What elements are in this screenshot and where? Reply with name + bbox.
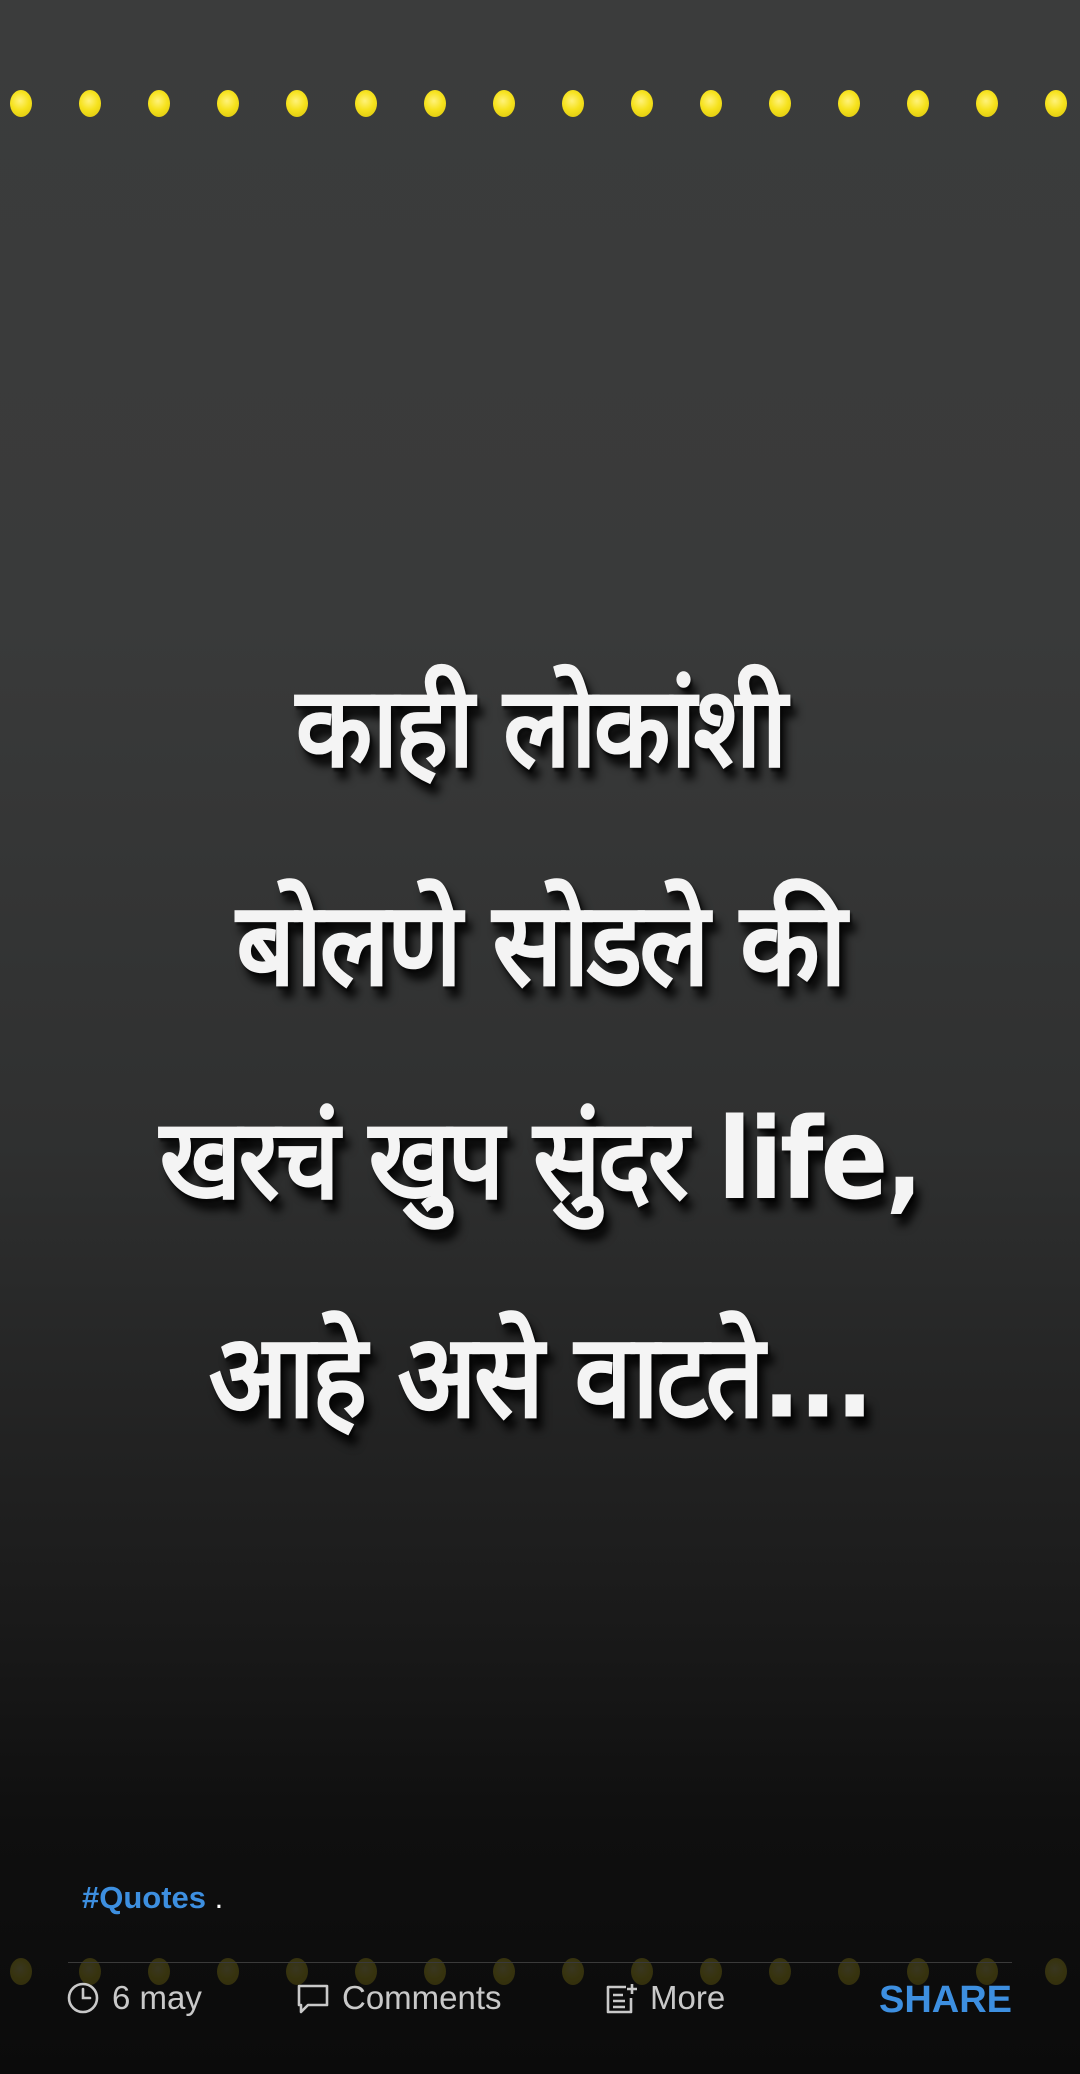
hashtag-link[interactable]: #Quotes	[82, 1880, 207, 1915]
clock-icon	[66, 1981, 100, 2015]
decorative-dot	[355, 90, 377, 117]
decorative-dot	[10, 90, 32, 117]
decorative-dot	[1045, 90, 1067, 117]
post-tags	[82, 1880, 223, 1924]
date-label: 6 may	[112, 1979, 202, 2016]
decorative-dot	[493, 90, 515, 117]
comments-button[interactable]	[296, 1968, 502, 2028]
quote-text	[0, 620, 1080, 1484]
decorative-dot	[286, 90, 308, 117]
decorative-dot-row	[0, 82, 1080, 122]
comment-icon	[296, 1981, 330, 2015]
date-action	[66, 1968, 202, 2028]
decorative-dot	[631, 90, 653, 117]
share-button[interactable]: SHARE	[878, 1979, 1012, 2021]
decorative-dot	[976, 90, 998, 117]
quote-line: आहे असे वाटते...	[208, 1307, 872, 1445]
quote-line: खरचं खुप सुंदर life,	[159, 1093, 921, 1225]
post-action-bar	[0, 1968, 1080, 2038]
decorative-dot	[838, 90, 860, 117]
decorative-dot	[148, 90, 170, 117]
decorative-dot	[79, 90, 101, 117]
decorative-dot	[769, 90, 791, 117]
more-label: More	[650, 1979, 726, 2016]
decorative-dot	[907, 90, 929, 117]
decorative-dot	[424, 90, 446, 117]
quote-line: काही लोकांशी	[295, 661, 785, 793]
tag-suffix: .	[214, 1880, 224, 1915]
decorative-dot	[700, 90, 722, 117]
action-bar-divider	[68, 1962, 1012, 1963]
note-add-icon	[604, 1981, 638, 2015]
more-button[interactable]	[604, 1968, 725, 2028]
decorative-dot	[217, 90, 239, 117]
decorative-dot	[562, 90, 584, 117]
comments-label: Comments	[342, 1979, 502, 2016]
quote-line: बोलणे सोडले की	[236, 875, 844, 1013]
